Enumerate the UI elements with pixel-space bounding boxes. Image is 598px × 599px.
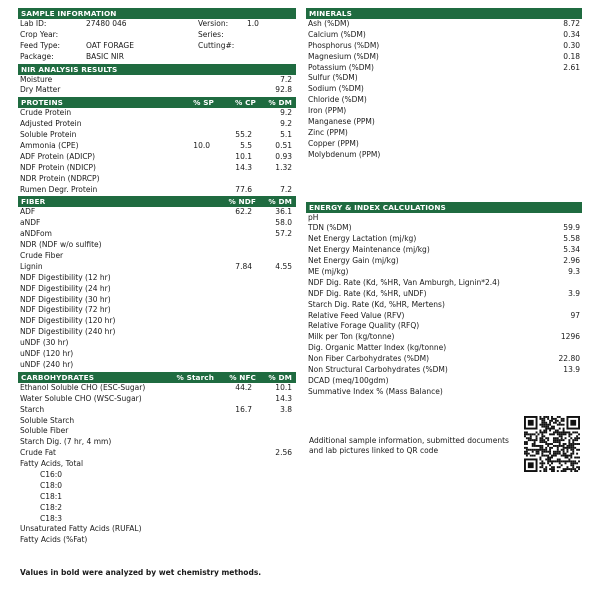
lab-id-label: Lab ID: [20,19,47,28]
table-row [306,234,582,245]
row-label: Molybdenum (PPM) [308,149,381,159]
row-label: NDF Dig. Rate (Kd, %HR, Van Amburgh, Lignin*2.4) [308,277,500,287]
row-label: pH [308,212,319,222]
row-label: Iron (PPM) [308,106,347,116]
row-value: 9.3 [568,267,580,277]
table-row [18,481,296,492]
row-value-dm: 5.1 [280,130,292,140]
table-row [18,163,296,174]
row-label: NDF Digestibility (12 hr) [20,272,111,282]
row-value-sp: 10.0 [193,141,210,151]
row-label: C18:2 [40,502,63,512]
row-label: Water Soluble CHO (WSC-Sugar) [20,393,142,403]
table-row [306,73,582,84]
row-value: 1296 [560,332,580,342]
fiber-title: FIBER [21,197,46,207]
row-label: Ammonia (CPE) [20,141,79,151]
row-label: NDR (NDF w/o sulfite) [20,240,102,250]
row-value-cp: 77.6 [235,184,252,194]
table-row [18,295,296,306]
qr-code-icon[interactable] [524,416,580,472]
row-label: C18:0 [40,480,63,490]
row-value: 3.9 [568,288,580,298]
table-row [306,300,582,311]
row-label: ADF [20,207,36,217]
proteins-header [18,97,296,108]
row-value: 13.9 [563,365,580,375]
table-row [306,245,582,256]
row-label: C18:1 [40,491,63,501]
row-label: Crude Fat [20,448,56,458]
fiber-header [18,196,296,207]
table-row [306,213,582,224]
row-label: Sulfur (%DM) [308,73,358,83]
row-value-dm: 36.1 [275,207,292,217]
info-row [18,41,296,52]
row-label: uNDF (120 hr) [20,349,74,359]
row-label: Sodium (%DM) [308,84,364,94]
row-value-nfc: 44.2 [235,382,252,392]
nir-header: NIR ANALYSIS RESULTS [18,64,296,75]
table-row [306,376,582,387]
fiber-section [18,196,296,370]
row-value-dm: 92.8 [275,85,292,95]
row-label: Net Energy Gain (mj/kg) [308,256,399,266]
carbs-col-starch: % Starch [176,372,214,382]
row-label: Fatty Acids, Total [20,459,84,469]
table-row [306,30,582,41]
table-row [18,273,296,284]
row-label: Phosphorus (%DM) [308,40,380,50]
row-value-dm: 7.2 [280,184,292,194]
version-value: 1.0 [247,19,259,28]
fiber-col-dm: % DM [268,197,292,207]
table-row [306,150,582,161]
row-label: Manganese (PPM) [308,117,375,127]
feed-type-value: OAT FORAGE [86,40,134,50]
version-label: Version: [198,19,229,28]
row-label: Lignin [20,261,43,271]
row-label: uNDF (30 hr) [20,338,69,348]
row-value-dm: 1.32 [275,162,292,172]
table-row [18,85,296,96]
row-value-ndf: 62.2 [235,207,252,217]
table-row [18,75,296,86]
table-row [306,95,582,106]
row-label: Copper (PPM) [308,138,359,148]
row-value-cp: 14.3 [235,162,252,172]
table-row [18,416,296,427]
row-value: 0.18 [563,51,580,61]
row-label: Zinc (PPM) [308,127,348,137]
table-row [18,349,296,360]
table-row [18,426,296,437]
row-value-nfc: 16.7 [235,404,252,414]
row-label: Crude Protein [20,108,72,118]
table-row [18,305,296,316]
sample-information-header: SAMPLE INFORMATION [18,8,296,19]
row-label: Chloride (%DM) [308,95,367,105]
row-value-dm: 10.1 [275,382,292,392]
row-label: Adjusted Protein [20,119,82,129]
row-value-dm: 3.8 [280,404,292,414]
row-label: NDF Digestibility (30 hr) [20,294,111,304]
proteins-section [18,97,296,195]
proteins-col-sp: % SP [193,98,214,108]
right-column [306,8,582,399]
left-column [18,8,296,547]
table-row [18,448,296,459]
row-value: 2.61 [563,62,580,72]
crop-year-label: Crop Year: [20,29,59,39]
table-row [306,289,582,300]
table-row [306,332,582,343]
row-value-dm: 57.2 [275,229,292,239]
row-label: NDF Digestibility (72 hr) [20,305,111,315]
carbohydrates-title: CARBOHYDRATES [21,372,95,382]
table-row [306,223,582,234]
table-row [306,365,582,376]
row-label: DCAD (meq/100gdm) [308,375,389,385]
table-row [18,405,296,416]
table-row [18,383,296,394]
proteins-title: PROTEINS [21,98,64,108]
table-row [18,152,296,163]
fiber-col-ndf: % NDF [228,197,256,207]
row-value-dm: 0.51 [275,141,292,151]
table-row [18,229,296,240]
table-row [18,130,296,141]
row-label: Calcium (%DM) [308,29,366,39]
table-row [18,284,296,295]
row-label: C18:3 [40,513,63,523]
package-label: Package: [20,51,54,61]
row-label: Moisture [20,74,53,84]
table-row [18,207,296,218]
table-row [306,128,582,139]
row-label: Non Structural Carbohydrates (%DM) [308,365,448,375]
table-row [18,240,296,251]
cutting-label: Cutting#: [198,40,235,50]
row-label: Unsaturated Fatty Acids (RUFAL) [20,524,142,534]
row-label: Fatty Acids (%Fat) [20,535,88,545]
row-label: aNDF [20,218,41,228]
row-label: Soluble Fiber [20,426,69,436]
row-value: 5.34 [563,245,580,255]
row-label: Starch [20,404,45,414]
table-row [306,41,582,52]
table-row [18,119,296,130]
row-label: Ethanol Soluble CHO (ESC-Sugar) [20,382,146,392]
table-row [306,343,582,354]
series-label: Series: [198,29,224,39]
row-label: NDR Protein (NDRCP) [20,173,100,183]
row-value-dm: 2.56 [275,448,292,458]
carbs-col-dm: % DM [268,372,292,382]
table-row [306,387,582,398]
row-label: Net Energy Maintenance (mj/kg) [308,245,430,255]
table-row [306,117,582,128]
row-label: Relative Feed Value (RFV) [308,310,405,320]
row-value-dm: 9.2 [280,108,292,118]
row-label: NDF Digestibility (240 hr) [20,327,116,337]
row-value: 2.96 [563,256,580,266]
row-value: 0.30 [563,40,580,50]
table-row [18,174,296,185]
table-row [18,470,296,481]
row-value-dm: 4.55 [275,261,292,271]
table-row [306,278,582,289]
row-label: aNDFom [20,229,52,239]
row-label: Summative Index % (Mass Balance) [308,386,443,396]
row-value: 22.80 [558,354,580,364]
table-row [306,63,582,74]
table-row [18,459,296,470]
table-row [306,106,582,117]
table-row [18,327,296,338]
row-value: 59.9 [563,223,580,233]
table-row [18,108,296,119]
table-row [18,535,296,546]
row-label: NDF Digestibility (24 hr) [20,283,111,293]
row-value: 0.34 [563,29,580,39]
table-row [306,256,582,267]
row-value-dm: 58.0 [275,218,292,228]
table-row [306,52,582,63]
row-label: Dry Matter [20,85,61,95]
table-row [306,19,582,30]
row-label: C16:0 [40,469,63,479]
row-label: TDN (%DM) [308,223,352,233]
minerals-header: MINERALS [306,8,582,19]
table-row [306,267,582,278]
table-row [18,437,296,448]
row-value-cp: 5.5 [240,141,252,151]
table-row [18,514,296,525]
info-row [18,52,296,63]
row-label: Ash (%DM) [308,19,350,28]
table-row [18,492,296,503]
table-row [306,354,582,365]
footer-note: Values in bold were analyzed by wet chemistry methods. [20,568,262,577]
row-label: Dig. Organic Matter Index (kg/tonne) [308,343,447,353]
row-label: Soluble Starch [20,415,75,425]
row-value-cp: 10.1 [235,151,252,161]
row-label: NDF Digestibility (120 hr) [20,316,116,326]
row-label: Relative Forage Quality (RFQ) [308,321,420,331]
feed-type-label: Feed Type: [20,40,61,50]
row-label: ME (mj/kg) [308,267,349,277]
info-row [18,30,296,41]
row-label: Potassium (%DM) [308,62,374,72]
table-row [18,360,296,371]
row-value: 97 [570,310,580,320]
row-value: 5.58 [563,234,580,244]
package-value: BASIC NIR [86,51,124,61]
row-label: Starch Dig. (7 hr, 4 mm) [20,437,112,447]
table-row [18,503,296,514]
table-row [306,139,582,150]
table-row [18,251,296,262]
row-label: Crude Fiber [20,251,64,261]
row-label: uNDF (240 hr) [20,359,74,369]
row-label: Soluble Protein [20,130,77,140]
table-row [18,185,296,196]
table-row [18,141,296,152]
table-row [306,311,582,322]
row-value-dm: 0.93 [275,151,292,161]
table-row [306,84,582,95]
row-label: Non Fiber Carbohydrates (%DM) [308,354,429,364]
row-value-dm: 14.3 [275,393,292,403]
row-label: Magnesium (%DM) [308,51,379,61]
table-row [18,262,296,273]
row-value-cp: 55.2 [235,130,252,140]
carbs-col-nfc: % NFC [229,372,256,382]
row-label: NDF Dig. Rate (Kd, %HR, uNDF) [308,288,427,298]
qr-description: Additional sample information, submitted documents and lab pictures linked to QR code [309,436,509,455]
row-label: Milk per Ton (kg/tonne) [308,332,395,342]
carbohydrates-section [18,372,296,546]
row-value-dm: 7.2 [280,74,292,84]
table-row [18,524,296,535]
table-row [18,316,296,327]
row-label: Rumen Degr. Protein [20,184,98,194]
row-label: Net Energy Lactation (mj/kg) [308,234,417,244]
row-label: NDF Protein (NDICP) [20,162,96,172]
minerals-section [306,8,582,161]
row-label: ADF Protein (ADICP) [20,151,96,161]
table-row [18,218,296,229]
table-row [18,338,296,349]
sample-information-section [18,8,296,63]
lab-id-value: 27480 046 [86,19,127,28]
row-value-ndf: 7.84 [235,261,252,271]
info-row [18,19,296,30]
energy-header: ENERGY & INDEX CALCULATIONS [306,202,582,213]
proteins-col-dm: % DM [268,98,292,108]
carbohydrates-header [18,372,296,383]
table-row [18,394,296,405]
nir-section [18,64,296,97]
table-row [306,321,582,332]
row-value: 8.72 [563,19,580,28]
energy-section [306,202,582,398]
row-value-dm: 9.2 [280,119,292,129]
proteins-col-cp: % CP [235,98,256,108]
row-label: Starch Dig. Rate (Kd, %HR, Mertens) [308,299,445,309]
